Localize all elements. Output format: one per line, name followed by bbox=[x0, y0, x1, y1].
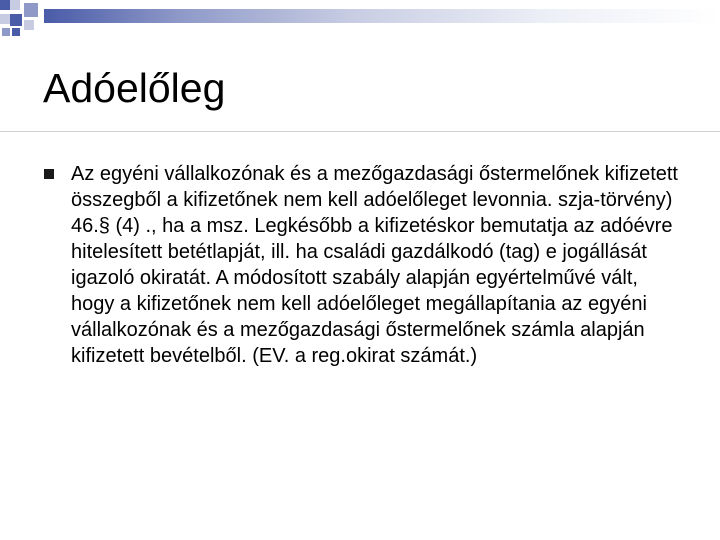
decoration-square bbox=[24, 3, 38, 17]
decoration-square bbox=[0, 0, 10, 10]
bullet-item bbox=[44, 161, 684, 369]
header-gradient-bar bbox=[44, 9, 720, 23]
square-bullet-icon bbox=[44, 169, 54, 179]
decoration-square bbox=[10, 0, 20, 10]
decoration-square bbox=[12, 28, 20, 36]
decoration-square bbox=[2, 28, 10, 36]
decoration-square bbox=[24, 20, 34, 30]
header-decoration bbox=[0, 0, 720, 40]
decoration-square bbox=[0, 14, 10, 24]
slide-title: Adóelőleg bbox=[43, 65, 226, 111]
decoration-square bbox=[10, 14, 22, 26]
bullet-text: Az egyéni vállalkozónak és a mezőgazdasági őstermelőnek kifizetett összegből a kifizetőnek nem kell adóelőleget levonnia. szja-törvény) 46.§ (4) ., ha a msz. Legkésőbb a kifizetéskor bemutatja az adóévre hitelesített betétlapját, ill. ha családi gazdálkodó (tag) e jogállását igazoló okiratát. A módosított szabály alapján egyértelművé vált, hogy a kifizetőnek nem kell adóelőleget megállapítania az egyéni vállalkozónak és a mezőgazdasági őstermelőnek számla alapján kifizetett bevételből. (EV. a reg.okirat számát.) bbox=[71, 163, 678, 367]
title-divider bbox=[0, 131, 720, 132]
